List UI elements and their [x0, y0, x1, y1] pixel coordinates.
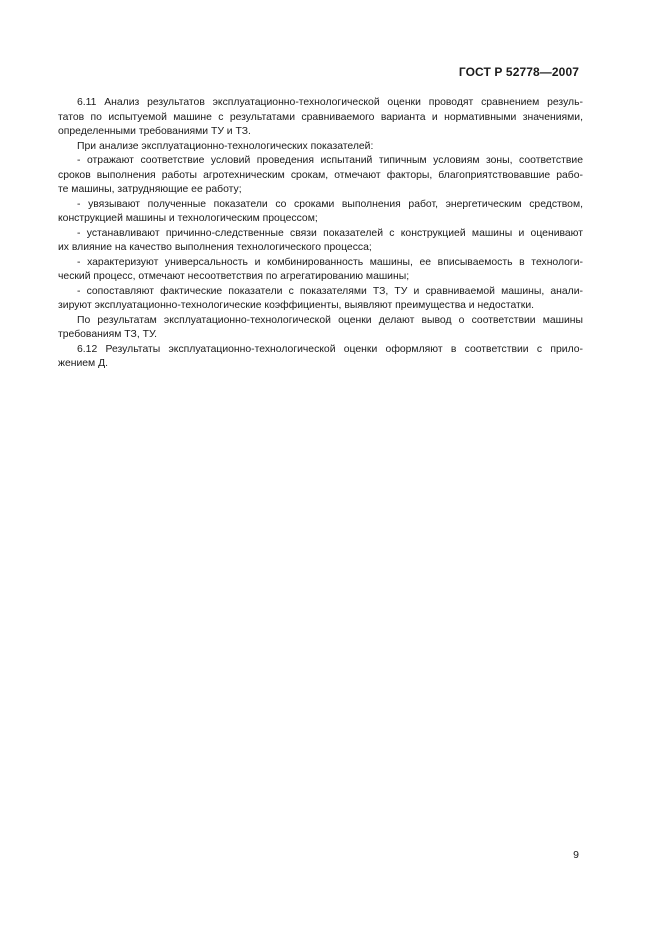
- conclusion-line-2: требованиям ТЗ, ТУ.: [58, 329, 158, 340]
- list-item-1-line-1: - отражают соответствие условий проведения испытаний типичным условиям зоны, соответствие: [77, 155, 583, 166]
- list-item-1-line-2: сроков выполнения работы агротехническим срокам, отмечают факторы, благоприятствовавшие рабо-: [58, 169, 583, 181]
- page-number: 9: [573, 849, 579, 861]
- conclusion-line-1: По результатам эксплуатационно-технологической оценки делают вывод о соответствии машины: [77, 314, 583, 326]
- list-item-2-line-2: конструкцией машины и технологическим процессом;: [58, 213, 318, 224]
- paragraph-6-11-line-2: татов по испытуемой машине с результатами сравниваемого варианта и нормативными значениями,: [58, 111, 583, 123]
- paragraph-6-11-line-3: определенными требованиями ТУ и ТЗ.: [58, 126, 251, 137]
- document-header-standard: ГОСТ Р 52778—2007: [458, 65, 579, 79]
- list-item-4-line-1: - характеризуют универсальность и комбинированность машины, ее вписываемость в технологи-: [77, 256, 583, 268]
- list-item-3-line-1: - устанавливают причинно-следственные связи показателей с конструкцией машины и оценивают: [77, 227, 583, 239]
- list-item-5-line-1: - сопоставляют фактические показатели с показателями ТЗ, ТУ и сравниваемой машины, анали-: [77, 285, 583, 297]
- list-item-4-line-2: ческий процесс, отмечают несоответствия по агрегатированию машины;: [58, 271, 410, 282]
- paragraph-6-12-line-2: жением Д.: [58, 358, 109, 369]
- list-item-5-line-2: зируют эксплуатационно-технологические коэффициенты, выявляют преимущества и недостатки.: [58, 300, 535, 311]
- list-item-3-line-2: их влияние на качество выполнения технологического процесса;: [58, 242, 372, 253]
- paragraph-6-11-line-1: 6.11 Анализ результатов эксплуатационно-технологической оценки проводят сравнением резуль-: [77, 97, 583, 108]
- analysis-intro-line: При анализе эксплуатационно-технологических показателей:: [77, 140, 374, 152]
- document-body: [58, 96, 583, 372]
- list-item-1-line-3: те машины, затрудняющие ее работу;: [58, 184, 242, 195]
- paragraph-6-12-line-1: 6.12 Результаты эксплуатационно-технологической оценки оформляют в соответствии с прило-: [77, 343, 583, 355]
- list-item-2-line-1: - увязывают полученные показатели со сроками выполнения работ, энергетическим средством,: [77, 198, 583, 210]
